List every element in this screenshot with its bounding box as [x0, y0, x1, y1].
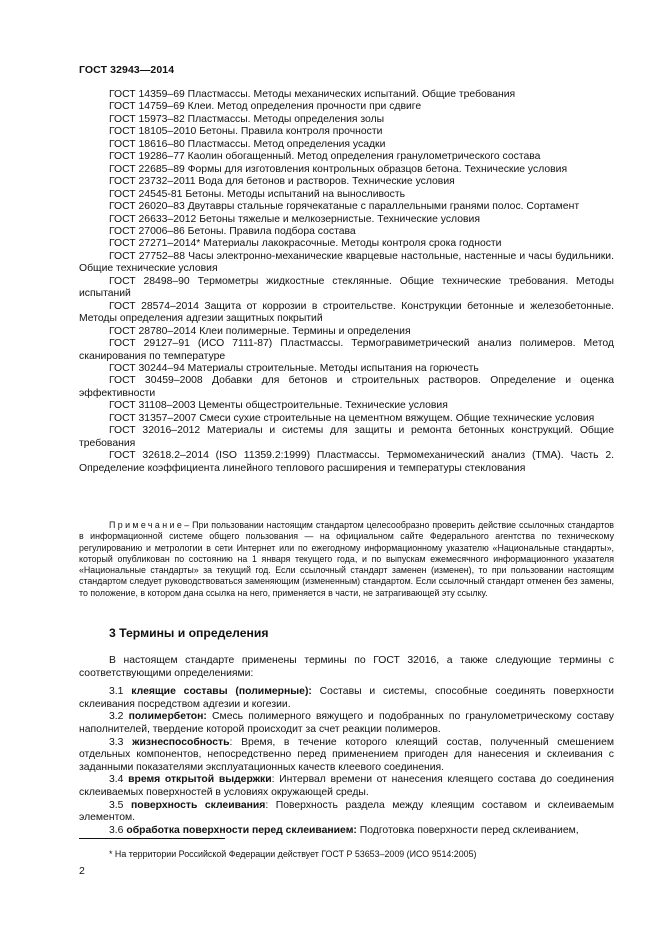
reference-item: ГОСТ 22685–89 Формы для изготовления контрольных образцов бетона. Технические условия	[109, 163, 568, 175]
reference-item: ГОСТ 18616–80 Пластмассы. Метод определения усадки	[109, 138, 386, 150]
term-number: 3.6	[109, 824, 124, 836]
reference-item: ГОСТ 28498–90 Термометры жидкостные стеклянные. Общие технические требования. Методы испытаний	[79, 275, 614, 300]
term-definition	[79, 825, 614, 838]
note-paragraph	[79, 520, 614, 599]
term-definition	[79, 711, 614, 736]
note-text: – При пользовании настоящим стандартом целесообразно проверить действие ссылочных стандартов в информационной системе общего пользования — на официальном сайте Федерального агентства по техническому регулированию и метрологии в сети Интернет или по ежегодному информационному указателю «Национальные стандарты», который опубликован по состоянию на 1 января текущего года, и по выпускам ежемесячного информационного указателя «Национальные стандарты» за текущий год. Если ссылочный стандарт заменен (изменен), то при пользовании настоящим стандартом следует руководствоваться заменяющим (измененным) стандартом. Если ссылочный стандарт отменен без замены, то положение, в котором дана ссылка на него, применяется в части, не затрагивающей эту ссылку.	[79, 520, 614, 598]
term-definition	[79, 686, 614, 711]
term-name: обработка поверхности перед склеиванием:	[126, 824, 357, 836]
term-text: Составы и системы, способные соединять поверхности склеивания посредством адгезии и когезии.	[79, 686, 614, 710]
term-text: Смесь полимерного вяжущего и подобранных по гранулометрическому составу наполнителей, твердение которой происходит за счет реакции полимеров.	[79, 711, 614, 735]
reference-item: ГОСТ 26633–2012 Бетоны тяжелые и мелкозернистые. Технические условия	[109, 213, 480, 225]
reference-item: ГОСТ 27271–2014* Материалы лакокрасочные. Методы контроля срока годности	[109, 238, 502, 250]
footnote: * На территории Российской Федерации действует ГОСТ Р 53653–2009 (ИСО 9514:2005)	[109, 849, 477, 859]
term-text: : Интервал времени от нанесения клеящего состава до соединения склеиваемых поверхностей в условиях окружающей среды.	[79, 774, 614, 798]
reference-item: ГОСТ 24545-81 Бетоны. Методы испытаний на выносливость	[109, 188, 406, 200]
reference-item: ГОСТ 27752–88 Часы электронно-механические кварцевые настольные, настенные и часы будильники. Общие технические условия	[79, 250, 614, 275]
reference-item: ГОСТ 18105–2010 Бетоны. Правила контроля прочности	[109, 126, 383, 138]
term-name: клеящие составы (полимерные):	[131, 686, 312, 698]
reference-item: ГОСТ 28574–2014 Защита от коррозии в строительстве. Конструкции бетонные и железобетонные. Методы определения адгезии защитных покрытий	[79, 300, 614, 325]
reference-item: ГОСТ 14359–69 Пластмассы. Методы механических испытаний. Общие требования	[109, 89, 516, 100]
footnote-divider	[79, 838, 225, 839]
term-number: 3.1	[109, 686, 124, 698]
reference-item: ГОСТ 30459–2008 Добавки для бетонов и строительных растворов. Определение и оценка эффективности	[79, 375, 614, 399]
term-number: 3.5	[109, 799, 124, 811]
reference-item: ГОСТ 19286–77 Каолин обогащенный. Метод определения гранулометрического состава	[109, 151, 541, 163]
term-name: полимербетон:	[128, 711, 207, 723]
term-number: 3.2	[109, 711, 124, 723]
references-list	[79, 89, 614, 475]
term-name: поверхность склеивания	[130, 799, 266, 811]
reference-item: ГОСТ 31357–2007 Смеси сухие строительные на цементном вяжущем. Общие технические условия	[109, 412, 595, 424]
term-definition	[79, 800, 614, 825]
reference-item: ГОСТ 29127–91 (ИСО 7111-87) Пластмассы. Термогравиметрический анализ полимеров. Метод сканирования по температуре	[79, 338, 614, 362]
reference-item: ГОСТ 28780–2014 Клеи полимерные. Термины и определения	[109, 325, 411, 337]
reference-item: ГОСТ 30244–94 Материалы строительные. Методы испытания на горючесть	[109, 362, 479, 374]
section-intro: В настоящем стандарте применены термины по ГОСТ 32016, а также следующие термины с соответствующими определениями:	[79, 655, 614, 679]
term-text: : Время, в течение которого клеящий состав, полученный смешением отдельных компонентов, непосредственно перед применением пригоден для нанесения и склеивания с заданными показателями эксплуатационных качеств клеевого соединения.	[79, 736, 614, 773]
term-definition	[79, 774, 614, 799]
reference-item: ГОСТ 23732–2011 Вода для бетонов и растворов. Технические условия	[109, 176, 455, 188]
reference-item: ГОСТ 27006–86 Бетоны. Правила подбора состава	[109, 225, 356, 237]
term-name: время открытой выдержки	[128, 774, 272, 786]
reference-item: ГОСТ 32016–2012 Материалы и системы для защиты и ремонта бетонных конструкций. Общие требования	[79, 425, 614, 449]
reference-item: ГОСТ 26020–83 Двутавры стальные горячекатаные с параллельными гранями полос. Сортамент	[109, 201, 580, 213]
term-number: 3.3	[109, 736, 124, 748]
reference-item: ГОСТ 15973–82 Пластмассы. Методы определения золы	[109, 113, 385, 125]
document-header: ГОСТ 32943—2014	[79, 64, 175, 76]
term-definition	[79, 737, 614, 775]
section-title: 3 Термины и определения	[109, 626, 269, 640]
page-number: 2	[79, 865, 85, 877]
term-name: жизнеспособность	[132, 736, 230, 748]
note-label: Примечание	[109, 520, 185, 530]
term-text: : Поверхность раздела между клеящим составом и склеиваемым элементом.	[79, 799, 615, 824]
section-body	[79, 655, 614, 837]
term-number: 3.4	[109, 774, 124, 786]
reference-item: ГОСТ 32618.2–2014 (ISO 11359.2:1999) Пластмассы. Термомеханический анализ (ТМА). Часть 2. Определение коэффициента линейного теплового расширения и температуры стеклования	[79, 450, 614, 474]
reference-item: ГОСТ 14759–69 Клеи. Метод определения прочности при сдвиге	[109, 101, 422, 113]
reference-item: ГОСТ 31108–2003 Цементы общестроительные. Технические условия	[109, 400, 448, 412]
term-text: Подготовка поверхности перед склеиванием,	[356, 824, 579, 836]
